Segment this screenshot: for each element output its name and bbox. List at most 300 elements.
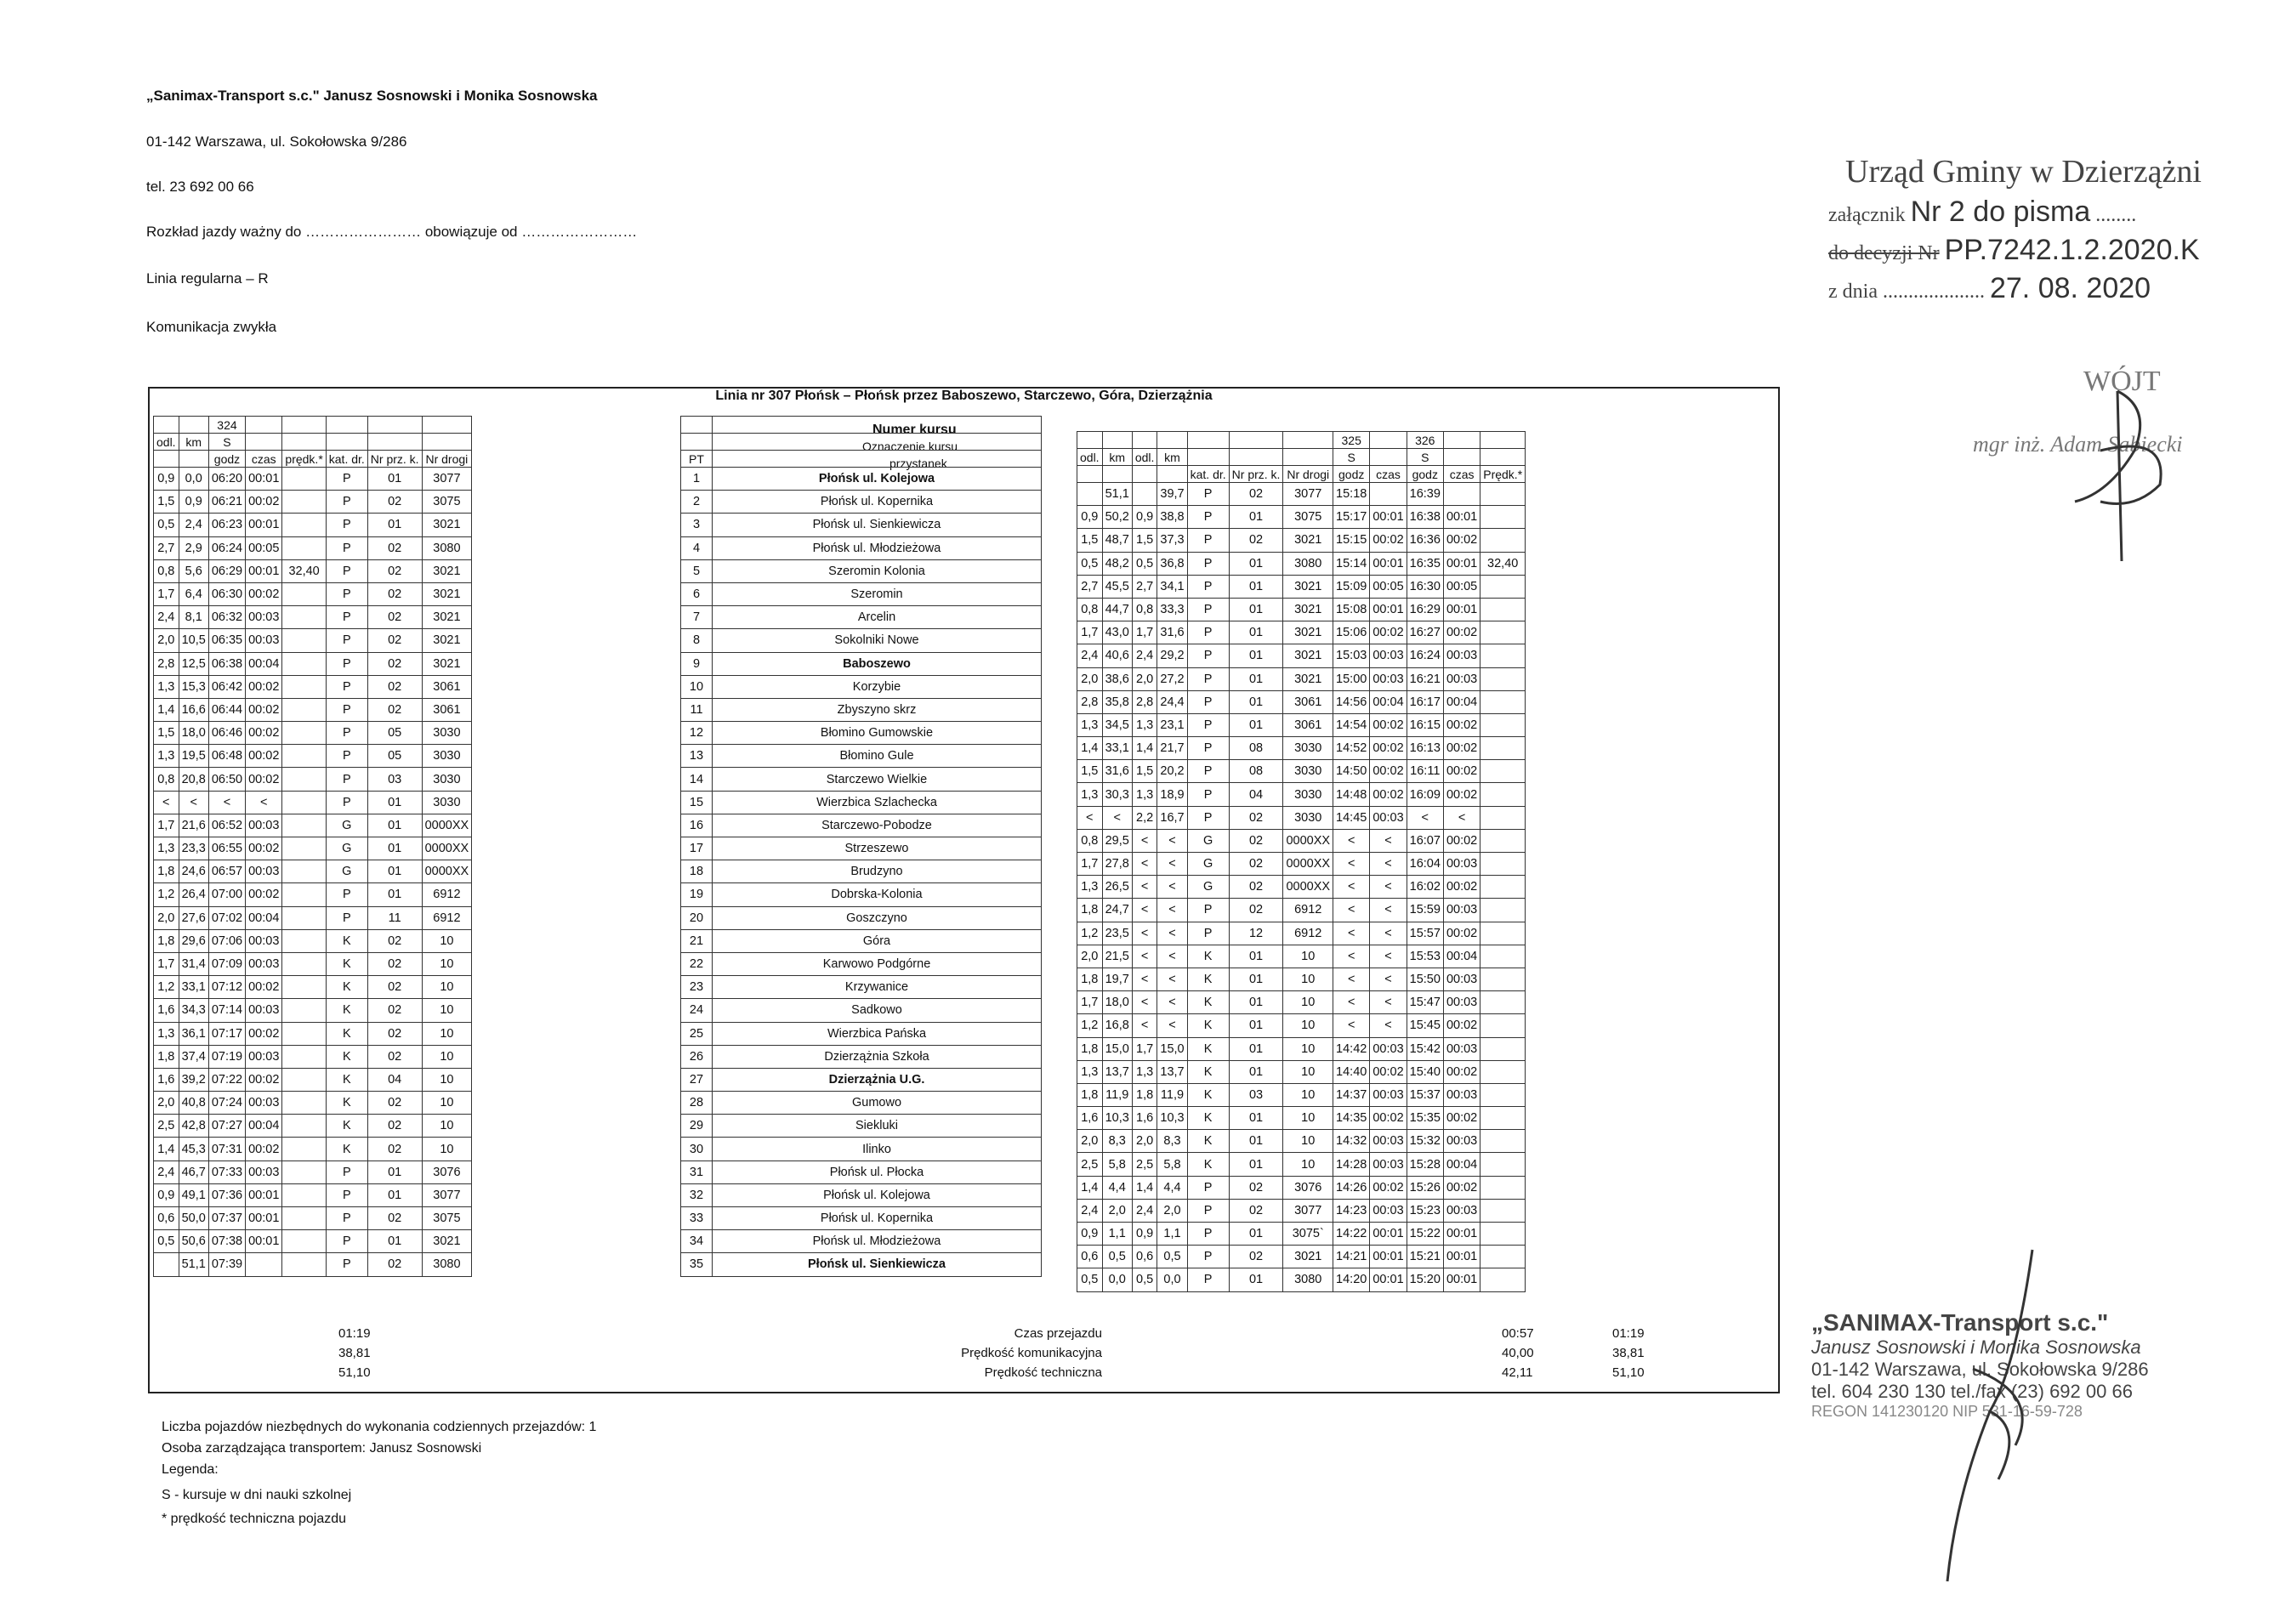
return-cell: P xyxy=(1187,806,1229,829)
return-cell: 31,6 xyxy=(1102,760,1132,783)
return-cell: P xyxy=(1187,506,1229,529)
return-cell: < xyxy=(1157,991,1187,1014)
return-cell: 3021 xyxy=(1283,621,1333,644)
stop-cell: Błomino Gule xyxy=(713,745,1042,768)
stop-row xyxy=(681,1068,1042,1091)
outbound-row xyxy=(154,559,472,582)
return-cell: 1,6 xyxy=(1077,1107,1103,1130)
stop-cell: Starczewo Wielkie xyxy=(713,768,1042,791)
return-cell: 1,1 xyxy=(1102,1223,1132,1246)
return-cell: 32,40 xyxy=(1480,552,1526,575)
return-cell: 5,8 xyxy=(1102,1153,1132,1176)
outbound-cell xyxy=(282,745,326,768)
outbound-cell: 10 xyxy=(422,952,472,975)
outbound-cell: 3061 xyxy=(422,675,472,698)
return-row xyxy=(1077,690,1526,713)
outbound-cell xyxy=(282,1161,326,1183)
return-cell: 1,5 xyxy=(1132,529,1157,552)
return-cell: 2,0 xyxy=(1102,1199,1132,1222)
outbound-cell: 07:27 xyxy=(208,1115,245,1138)
return-cell: 1,8 xyxy=(1077,1037,1103,1060)
outbound-cell: 3075 xyxy=(422,1207,472,1230)
communication-type: Komunikacja zwykła xyxy=(146,319,277,335)
outbound-cell: 3021 xyxy=(422,582,472,605)
return-cell: P xyxy=(1187,1268,1229,1291)
return-cell: 16,7 xyxy=(1157,806,1187,829)
outbound-cell: 02 xyxy=(367,976,422,999)
return-cell: 0,9 xyxy=(1077,506,1103,529)
outbound-row xyxy=(154,952,472,975)
return-cell: P xyxy=(1187,483,1229,506)
return-cell: < xyxy=(1333,922,1370,945)
outbound-cell xyxy=(154,1253,179,1276)
outbound-cell: 2,9 xyxy=(179,536,208,559)
return-cell: 3061 xyxy=(1283,713,1333,736)
outbound-cell: 02 xyxy=(367,698,422,721)
return-cell: 3075 xyxy=(1283,506,1333,529)
return-cell: 1,7 xyxy=(1077,991,1103,1014)
outbound-cell: G xyxy=(326,837,367,860)
outbound-row xyxy=(154,1092,472,1115)
summary-325: 00:57 40,00 42,11 xyxy=(1502,1326,1534,1380)
stop-row xyxy=(681,629,1042,652)
outbound-cell: 00:01 xyxy=(246,1183,282,1206)
outbound-cell: 3061 xyxy=(422,698,472,721)
return-cell: 01 xyxy=(1229,1107,1283,1130)
stop-cell: 34 xyxy=(681,1230,713,1253)
outbound-cell: 0000XX xyxy=(422,860,472,883)
return-cell: < xyxy=(1157,968,1187,990)
outbound-cell: P xyxy=(326,722,367,745)
outbound-cell: 8,1 xyxy=(179,606,208,629)
return-cell: 1,4 xyxy=(1132,737,1157,760)
outbound-cell: 1,8 xyxy=(154,860,179,883)
return-cell: 36,8 xyxy=(1157,552,1187,575)
return-cell: 38,6 xyxy=(1102,667,1132,690)
return-cell: 01 xyxy=(1229,991,1283,1014)
stop-cell: 29 xyxy=(681,1115,713,1138)
outbound-cell: 2,4 xyxy=(154,1161,179,1183)
outbound-cell: 0,0 xyxy=(179,468,208,491)
return-cell: 02 xyxy=(1229,899,1283,922)
return-cell: 3077 xyxy=(1283,1199,1333,1222)
outbound-cell: P xyxy=(326,745,367,768)
return-cell: 16:15 xyxy=(1407,713,1443,736)
return-cell: 3030 xyxy=(1283,737,1333,760)
outbound-cell: 02 xyxy=(367,652,422,675)
outbound-cell xyxy=(282,1138,326,1161)
decision-line: do decyzji Nr PP.7242.1.2.2020.K xyxy=(1828,234,2200,266)
outbound-cell: P xyxy=(326,1183,367,1206)
outbound-cell: K xyxy=(326,1115,367,1138)
return-cell: G xyxy=(1187,853,1229,876)
return-cell: 00:03 xyxy=(1370,806,1407,829)
line-type: Linia regularna – R xyxy=(146,270,269,287)
outbound-cell: 10 xyxy=(422,1045,472,1068)
outbound-row xyxy=(154,722,472,745)
stop-cell: Płońsk ul. Kopernika xyxy=(713,491,1042,514)
return-cell: 15:42 xyxy=(1407,1037,1443,1060)
stop-cell: Zbyszyno skrz xyxy=(713,698,1042,721)
company-phone: tel. 23 692 00 66 xyxy=(146,179,254,195)
return-cell: 00:03 xyxy=(1370,1130,1407,1153)
return-cell: 15:03 xyxy=(1333,644,1370,667)
return-cell: 3021 xyxy=(1283,575,1333,598)
outbound-row xyxy=(154,929,472,952)
return-row xyxy=(1077,1107,1526,1130)
return-cell: 16:36 xyxy=(1407,529,1443,552)
return-cell: 27,8 xyxy=(1102,853,1132,876)
stop-cell: 5 xyxy=(681,559,713,582)
outbound-cell: 2,0 xyxy=(154,906,179,929)
outbound-cell: 06:32 xyxy=(208,606,245,629)
stop-cell: 18 xyxy=(681,860,713,883)
return-cell xyxy=(1480,968,1526,990)
return-cell: P xyxy=(1187,922,1229,945)
outbound-cell: 07:09 xyxy=(208,952,245,975)
outbound-cell: 1,7 xyxy=(154,814,179,837)
outbound-row xyxy=(154,582,472,605)
return-cell: 00:02 xyxy=(1443,737,1480,760)
return-row xyxy=(1077,737,1526,760)
stop-cell: Dzierzążnia U.G. xyxy=(713,1068,1042,1091)
return-cell: 15:22 xyxy=(1407,1223,1443,1246)
return-cell: 2,4 xyxy=(1132,1199,1157,1222)
stop-cell: Błomino Gumowskie xyxy=(713,722,1042,745)
return-cell xyxy=(1480,483,1526,506)
stop-cell: Baboszewo xyxy=(713,652,1042,675)
return-cell: 00:03 xyxy=(1443,899,1480,922)
outbound-cell: 00:01 xyxy=(246,1207,282,1230)
outbound-cell xyxy=(282,1253,326,1276)
outbound-cell: 02 xyxy=(367,536,422,559)
outbound-cell: 00:01 xyxy=(246,514,282,536)
outbound-cell: 06:42 xyxy=(208,675,245,698)
outbound-cell: 10 xyxy=(422,1138,472,1161)
outbound-row xyxy=(154,698,472,721)
return-cell: < xyxy=(1333,968,1370,990)
return-cell: 01 xyxy=(1229,1268,1283,1291)
outbound-cell xyxy=(282,906,326,929)
return-cell: 14:28 xyxy=(1333,1153,1370,1176)
outbound-cell: 1,6 xyxy=(154,999,179,1022)
outbound-cell: 24,6 xyxy=(179,860,208,883)
outbound-cell: 06:44 xyxy=(208,698,245,721)
stop-cell: 15 xyxy=(681,791,713,814)
return-cell: < xyxy=(1077,806,1103,829)
return-cell: 16:07 xyxy=(1407,829,1443,852)
summary-labels: Czas przejazdu Prędkość komunikacyjna Prędkość techniczna xyxy=(961,1326,1102,1380)
return-cell: 00:05 xyxy=(1443,575,1480,598)
outbound-cell: 5,6 xyxy=(179,559,208,582)
return-cell: 1,4 xyxy=(1077,737,1103,760)
return-cell: 14:56 xyxy=(1333,690,1370,713)
stop-row xyxy=(681,491,1042,514)
return-cell: 16:38 xyxy=(1407,506,1443,529)
outbound-cell: 07:06 xyxy=(208,929,245,952)
outbound-cell: 1,6 xyxy=(154,1068,179,1091)
return-cell: 1,5 xyxy=(1077,760,1103,783)
return-cell: 15:00 xyxy=(1333,667,1370,690)
return-cell: 00:02 xyxy=(1443,876,1480,899)
stop-cell: Ilinko xyxy=(713,1138,1042,1161)
return-cell: 5,8 xyxy=(1157,1153,1187,1176)
outbound-cell: 00:03 xyxy=(246,606,282,629)
outbound-row xyxy=(154,814,472,837)
outbound-cell: 00:02 xyxy=(246,837,282,860)
stop-cell: Arcelin xyxy=(713,606,1042,629)
return-cell: 01 xyxy=(1229,945,1283,968)
mayor-signature xyxy=(2049,374,2185,570)
outbound-cell: 1,3 xyxy=(154,745,179,768)
return-cell: 00:02 xyxy=(1443,1014,1480,1037)
return-cell: 14:23 xyxy=(1333,1199,1370,1222)
stop-row xyxy=(681,929,1042,952)
return-cell: 0,8 xyxy=(1077,598,1103,621)
outbound-cell xyxy=(282,491,326,514)
summary-326: 01:19 38,81 51,10 xyxy=(1612,1326,1645,1380)
return-cell: 14:32 xyxy=(1333,1130,1370,1153)
outbound-cell: 1,5 xyxy=(154,491,179,514)
outbound-cell: 1,5 xyxy=(154,722,179,745)
outbound-cell: K xyxy=(326,1022,367,1045)
return-cell: 15:45 xyxy=(1407,1014,1443,1037)
stop-cell: 27 xyxy=(681,1068,713,1091)
return-cell xyxy=(1480,1153,1526,1176)
outbound-cell: 1,2 xyxy=(154,976,179,999)
return-cell: 2,8 xyxy=(1132,690,1157,713)
return-cell: 00:01 xyxy=(1370,1223,1407,1246)
return-cell: 29,2 xyxy=(1157,644,1187,667)
return-row xyxy=(1077,1014,1526,1037)
stop-cell: Strzeszewo xyxy=(713,837,1042,860)
stop-row xyxy=(681,883,1042,906)
return-row xyxy=(1077,506,1526,529)
return-cell: < xyxy=(1132,876,1157,899)
outbound-cell: 2,7 xyxy=(154,536,179,559)
outbound-cell: 32,40 xyxy=(282,559,326,582)
return-cell: 15:21 xyxy=(1407,1246,1443,1268)
return-row xyxy=(1077,991,1526,1014)
return-row xyxy=(1077,1199,1526,1222)
return-cell: K xyxy=(1187,1130,1229,1153)
outbound-cell: 06:29 xyxy=(208,559,245,582)
outbound-cell: 6,4 xyxy=(179,582,208,605)
return-cell: P xyxy=(1187,690,1229,713)
outbound-cell: 05 xyxy=(367,722,422,745)
stop-cell: 17 xyxy=(681,837,713,860)
return-cell: 00:01 xyxy=(1370,1268,1407,1291)
outbound-cell xyxy=(282,1045,326,1068)
return-cell xyxy=(1480,667,1526,690)
return-cell: 0000XX xyxy=(1283,876,1333,899)
return-row xyxy=(1077,575,1526,598)
return-row xyxy=(1077,1130,1526,1153)
return-cell xyxy=(1480,575,1526,598)
return-cell: 01 xyxy=(1229,690,1283,713)
return-cell: 10,3 xyxy=(1102,1107,1132,1130)
stop-cell: 24 xyxy=(681,999,713,1022)
outbound-cell: 07:14 xyxy=(208,999,245,1022)
return-cell: 3021 xyxy=(1283,644,1333,667)
outbound-cell: 06:35 xyxy=(208,629,245,652)
return-cell xyxy=(1480,529,1526,552)
outbound-row xyxy=(154,999,472,1022)
manager-note: Osoba zarządzająca transportem: Janusz Sosnowski xyxy=(162,1441,482,1456)
outbound-cell: 06:30 xyxy=(208,582,245,605)
return-row xyxy=(1077,829,1526,852)
return-cell xyxy=(1480,1083,1526,1106)
outbound-cell: P xyxy=(326,906,367,929)
return-table: 325 326 odl. km odl. km S S kat. dr. Nr prz. k. Nr drogi godz czas godz czas Prędk.* 51,1 39,7 P 02 3077 15:18 16:39 0,9 50,2 0,9 38,8 P 01 3075 15:17 00:01 16:38 00:01 1,5 48,7 1,5 37,3 P 02 3021 15:15 00:02 16:36 00:02 0,5 48,2 0,5 36,8 P 01 3080 15:14 00:01 16:35 00:01 32,40 2,7 45,5 2,7 34,1 P 01 3021 15:09 00:05 16:30 00:05 0,8 44,7 0,8 33,3 P 01 3021 15:08 00:01 16:29 00:01 1,7 43,0 1,7 31,6 P 01 3021 15:06 00:02 16:27 00:02 2,4 40,6 2,4 29,2 P 01 3021 15:03 00:03 16:24 00:03 2,0 38,6 2,0 27,2 P 01 3021 15:00 00:03 16:21 00:03 2,8 35,8 2,8 24,4 P 01 3061 14:56 00:04 16:17 00:04 1,3 34,5 1,3 23,1 P 01 3061 14:54 00:02 16:15 00:02 1,4 33,1 1,4 21,7 P 08 3030 14:52 00:02 16:13 00:02 1,5 31,6 1,5 20,2 P 08 3030 14:50 00:02 16:11 00:02 1,3 30,3 1,3 18,9 P 04 3030 14:48 00:02 16:09 00:02 < < 2,2 16,7 P 02 3030 14:45 00:03 < < 0,8 29,5 < < G 02 0000XX < < 16:07 00:02 1,7 27,8 < < G 02 0000XX < < 16:04 00:03 1,3 26,5 < < G 02 0000XX < < 16:02 00:02 1,8 24,7 < < P 02 6912 < < 15:59 00:03 1,2 23,5 < < P 12 6912 < < 15:57 00:02 2,0 21,5 < < K 01 10 < < 15:53 00:04 1,8 19,7 < < K 01 10 < < 15:50 00:03 1,7 18,0 < < K 01 10 < < 15:47 00:03 1,2 16,8 < < K 01 10 < < 15:45 00:02 1,8 15,0 1,7 15,0 K 01 10 14:42 00:03 15:42 00:03 1,3 13,7 1,3 13,7 K 01 10 14:40 00:02 15:40 00:02 1,8 11,9 1,8 11,9 K 03 10 14:37 00:03 15:37 00:03 1,6 10,3 1,6 10,3 K 01 10 14:35 00:02 15:35 00:02 2,0 8,3 2,0 8,3 K 01 10 14:32 00:03 15:32 00:03 2,5 5,8 2,5 5,8 K 01 10 14:28 00:03 15:28 00:04 1,4 4,4 1,4 4,4 P 02 3076 14:26 00:02 15:26 00:02 2,4 2,0 2,4 2,0 P 02 3077 14:23 00:03 15:23 00:03 0,9 1,1 0,9 1,1 P 01 3075` 14:22 00:01 15:22 00:01 0,6 0,5 0,6 0,5 P 02 3021 14:21 00:01 15:21 00:01 0,5 0,0 0,5 0,0 P 01 3080 14:20 00:01 15:20 00:01 xyxy=(1077,431,1526,1292)
outbound-cell: 11 xyxy=(367,906,422,929)
stop-cell: Płońsk ul. Sienkiewicza xyxy=(713,1253,1042,1276)
stop-cell: Goszczyno xyxy=(713,906,1042,929)
return-cell: 16,8 xyxy=(1102,1014,1132,1037)
outbound-cell: P xyxy=(326,652,367,675)
return-cell: 01 xyxy=(1229,968,1283,990)
return-cell: 02 xyxy=(1229,829,1283,852)
outbound-cell: 20,8 xyxy=(179,768,208,791)
return-cell: < xyxy=(1443,806,1480,829)
return-cell: < xyxy=(1132,945,1157,968)
return-cell: 02 xyxy=(1229,1246,1283,1268)
return-cell: 4,4 xyxy=(1157,1176,1187,1199)
outbound-cell: 01 xyxy=(367,1161,422,1183)
return-cell: 0,6 xyxy=(1132,1246,1157,1268)
return-cell: < xyxy=(1132,853,1157,876)
course-number-label: Numer kursu xyxy=(872,423,957,437)
return-cell: 16:39 xyxy=(1407,483,1443,506)
outbound-cell: 04 xyxy=(367,1068,422,1091)
return-cell: < xyxy=(1333,829,1370,852)
return-cell: K xyxy=(1187,1060,1229,1083)
return-row xyxy=(1077,1153,1526,1176)
outbound-row xyxy=(154,1115,472,1138)
outbound-row xyxy=(154,675,472,698)
stop-cell: Sokolniki Nowe xyxy=(713,629,1042,652)
stop-cell: Góra xyxy=(713,929,1042,952)
outbound-cell: 15,3 xyxy=(179,675,208,698)
company-stamp: „SANIMAX-Transport s.c." Janusz Sosnowski i Monika Sosnowska 01-142 Warszawa, ul. Sokołowska 9/286 tel. 604 230 130 tel./fax (23) 692 00 66 REGON 141230120 NIP 531-16-59-728 xyxy=(1811,1309,2149,1420)
return-cell: P xyxy=(1187,1223,1229,1246)
outbound-cell: 3021 xyxy=(422,1230,472,1253)
stop-cell: 21 xyxy=(681,929,713,952)
outbound-row xyxy=(154,629,472,652)
stop-cell: 26 xyxy=(681,1045,713,1068)
return-cell: 0,5 xyxy=(1132,552,1157,575)
outbound-cell xyxy=(282,860,326,883)
return-cell: 16:02 xyxy=(1407,876,1443,899)
return-cell: 0,5 xyxy=(1102,1246,1132,1268)
outbound-cell: 06:24 xyxy=(208,536,245,559)
return-cell xyxy=(1480,644,1526,667)
return-cell: < xyxy=(1370,853,1407,876)
return-cell: 8,3 xyxy=(1102,1130,1132,1153)
outbound-row xyxy=(154,1230,472,1253)
outbound-cell: 2,4 xyxy=(154,606,179,629)
return-cell: 08 xyxy=(1229,760,1283,783)
return-cell: 00:02 xyxy=(1443,760,1480,783)
outbound-cell: 02 xyxy=(367,629,422,652)
outbound-cell xyxy=(282,791,326,814)
outbound-cell: 12,5 xyxy=(179,652,208,675)
return-cell: 14:50 xyxy=(1333,760,1370,783)
outbound-cell: 3030 xyxy=(422,768,472,791)
return-cell: P xyxy=(1187,737,1229,760)
stop-cell: Płońsk ul. Płocka xyxy=(713,1161,1042,1183)
outbound-cell: P xyxy=(326,883,367,906)
return-cell: 0,9 xyxy=(1132,506,1157,529)
outbound-cell: < xyxy=(246,791,282,814)
return-cell: 00:03 xyxy=(1370,1153,1407,1176)
stop-row xyxy=(681,791,1042,814)
outbound-cell: 00:02 xyxy=(246,491,282,514)
stop-cell: 12 xyxy=(681,722,713,745)
outbound-cell: P xyxy=(326,491,367,514)
return-row xyxy=(1077,529,1526,552)
return-cell: < xyxy=(1132,829,1157,852)
return-cell xyxy=(1480,621,1526,644)
return-cell: 33,3 xyxy=(1157,598,1187,621)
return-cell: 1,6 xyxy=(1132,1107,1157,1130)
outbound-cell: 34,3 xyxy=(179,999,208,1022)
return-cell: 10 xyxy=(1283,991,1333,1014)
outbound-cell: 0,9 xyxy=(154,1183,179,1206)
return-cell xyxy=(1480,506,1526,529)
outbound-cell: < xyxy=(208,791,245,814)
return-cell: 15:37 xyxy=(1407,1083,1443,1106)
return-cell: 01 xyxy=(1229,1153,1283,1176)
return-cell: 01 xyxy=(1229,667,1283,690)
stop-row xyxy=(681,906,1042,929)
return-cell: 02 xyxy=(1229,483,1283,506)
return-cell: 10 xyxy=(1283,1107,1333,1130)
return-cell: 01 xyxy=(1229,552,1283,575)
outbound-cell: 00:02 xyxy=(246,722,282,745)
outbound-cell: 05 xyxy=(367,745,422,768)
outbound-cell: P xyxy=(326,768,367,791)
outbound-cell: 1,8 xyxy=(154,929,179,952)
return-cell: 15:08 xyxy=(1333,598,1370,621)
return-cell: 16:24 xyxy=(1407,644,1443,667)
outbound-cell xyxy=(282,468,326,491)
outbound-cell: 00:02 xyxy=(246,976,282,999)
outbound-cell: P xyxy=(326,1230,367,1253)
return-cell: 3080 xyxy=(1283,552,1333,575)
outbound-cell xyxy=(282,976,326,999)
return-cell: 1,3 xyxy=(1077,713,1103,736)
return-cell: 2,7 xyxy=(1132,575,1157,598)
outbound-cell: 2,8 xyxy=(154,652,179,675)
outbound-cell: 00:01 xyxy=(246,468,282,491)
return-cell: P xyxy=(1187,575,1229,598)
return-cell: 15:15 xyxy=(1333,529,1370,552)
return-cell: 10 xyxy=(1283,1060,1333,1083)
return-cell: 00:01 xyxy=(1370,552,1407,575)
return-cell: 00:03 xyxy=(1370,1083,1407,1106)
return-cell: 3030 xyxy=(1283,783,1333,806)
return-cell: 2,0 xyxy=(1077,1130,1103,1153)
return-cell: P xyxy=(1187,529,1229,552)
stop-row xyxy=(681,1022,1042,1045)
outbound-cell: K xyxy=(326,929,367,952)
stop-cell: Siekluki xyxy=(713,1115,1042,1138)
return-cell: 15:20 xyxy=(1407,1268,1443,1291)
outbound-cell: 3021 xyxy=(422,559,472,582)
company-name: „Sanimax-Transport s.c." Janusz Sosnowski i Monika Sosnowska xyxy=(146,88,598,104)
return-cell: 00:02 xyxy=(1443,713,1480,736)
